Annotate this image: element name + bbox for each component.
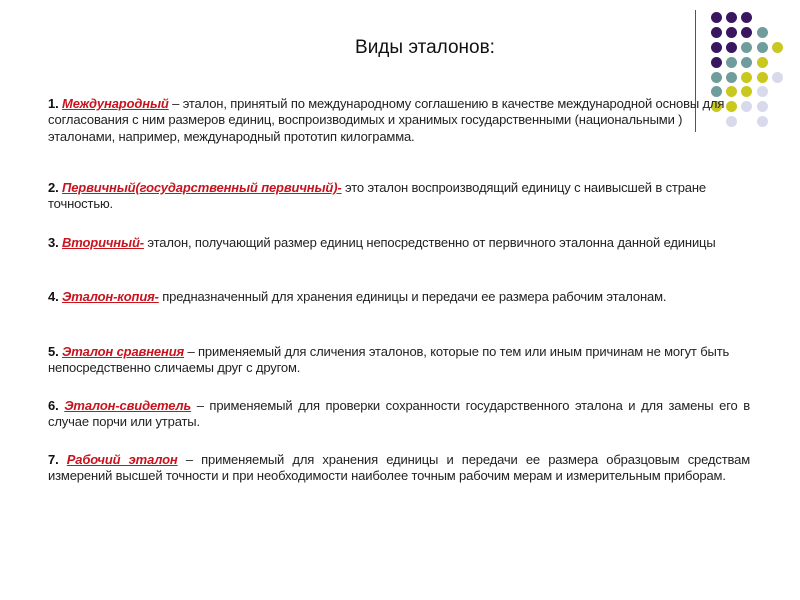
item-text: это эталон воспроизводящий единицу с наивысшей в стране точностью. bbox=[48, 180, 706, 212]
decorative-dot bbox=[741, 12, 752, 23]
decorative-dot bbox=[757, 27, 768, 38]
decorative-dot bbox=[772, 42, 783, 53]
item-comparison bbox=[48, 344, 750, 377]
item-text: эталон, получающий размер единиц непосредственно от первичного эталонна данной единицы bbox=[143, 235, 716, 250]
decorative-dot bbox=[741, 72, 752, 83]
decorative-dot bbox=[726, 57, 737, 68]
decorative-dot bbox=[726, 12, 737, 23]
decorative-dot bbox=[711, 57, 722, 68]
item-number: 1. bbox=[48, 96, 59, 111]
item-number: 2. bbox=[48, 180, 59, 195]
decorative-dot bbox=[726, 42, 737, 53]
item-term: Рабочий эталон bbox=[66, 452, 178, 467]
item-text: – применяемый для проверки сохранности государственного эталона и для замены его в случае порчи или утраты. bbox=[48, 398, 751, 430]
item-working bbox=[48, 452, 750, 485]
item-term: Эталон-свидетель bbox=[64, 398, 192, 413]
decorative-dot bbox=[757, 42, 768, 53]
decorative-dot bbox=[726, 72, 737, 83]
item-term: Первичный(государственный первичный)- bbox=[62, 180, 342, 195]
item-term: Эталон сравнения bbox=[62, 344, 185, 359]
decorative-dot bbox=[726, 27, 737, 38]
decorative-dot bbox=[757, 101, 768, 112]
item-number: 3. bbox=[48, 235, 59, 250]
decorative-dot bbox=[772, 72, 783, 83]
item-term: Вторичный- bbox=[62, 235, 144, 250]
item-text: – применяемый для хранения единицы и передачи ее размера образцовым средствам измерений высшей точности и при необходимости наиболее точным рабочим мерам и измерительным приборам. bbox=[48, 452, 750, 484]
decorative-dot bbox=[711, 42, 722, 53]
item-copy bbox=[48, 289, 750, 305]
decorative-dot bbox=[757, 57, 768, 68]
decorative-dot bbox=[741, 57, 752, 68]
item-primary bbox=[48, 180, 750, 213]
item-number: 5. bbox=[48, 344, 59, 359]
item-term: Эталон-копия- bbox=[62, 289, 159, 304]
decorative-dot bbox=[741, 27, 752, 38]
item-text: – эталон, принятый по международному соглашению в качестве международной основы для согласования с ним размеров единиц, воспроизводимых и хранимых государственными (национальными ) эталонами, например, международный прототип килограмма. bbox=[48, 96, 725, 144]
decorative-dot bbox=[757, 72, 768, 83]
decorative-dot bbox=[711, 27, 722, 38]
item-term: Международный bbox=[62, 96, 169, 111]
decorative-dot bbox=[741, 42, 752, 53]
item-witness bbox=[48, 398, 750, 431]
decorative-dot bbox=[711, 72, 722, 83]
item-international bbox=[48, 96, 750, 145]
decorative-dot bbox=[711, 12, 722, 23]
decorative-dot bbox=[757, 116, 768, 127]
decorative-dot bbox=[757, 86, 768, 97]
item-secondary bbox=[48, 235, 750, 251]
item-number: 6. bbox=[48, 398, 59, 413]
item-number: 4. bbox=[48, 289, 59, 304]
slide-title: Виды эталонов: bbox=[355, 37, 495, 58]
item-text: – применяемый для сличения эталонов, которые по тем или иным причинам не могут быть непосредственно сличаемы друг с другом. bbox=[48, 344, 730, 376]
item-text: предназначенный для хранения единицы и передачи ее размера рабочим эталонам. bbox=[158, 289, 667, 304]
item-number: 7. bbox=[48, 452, 59, 467]
